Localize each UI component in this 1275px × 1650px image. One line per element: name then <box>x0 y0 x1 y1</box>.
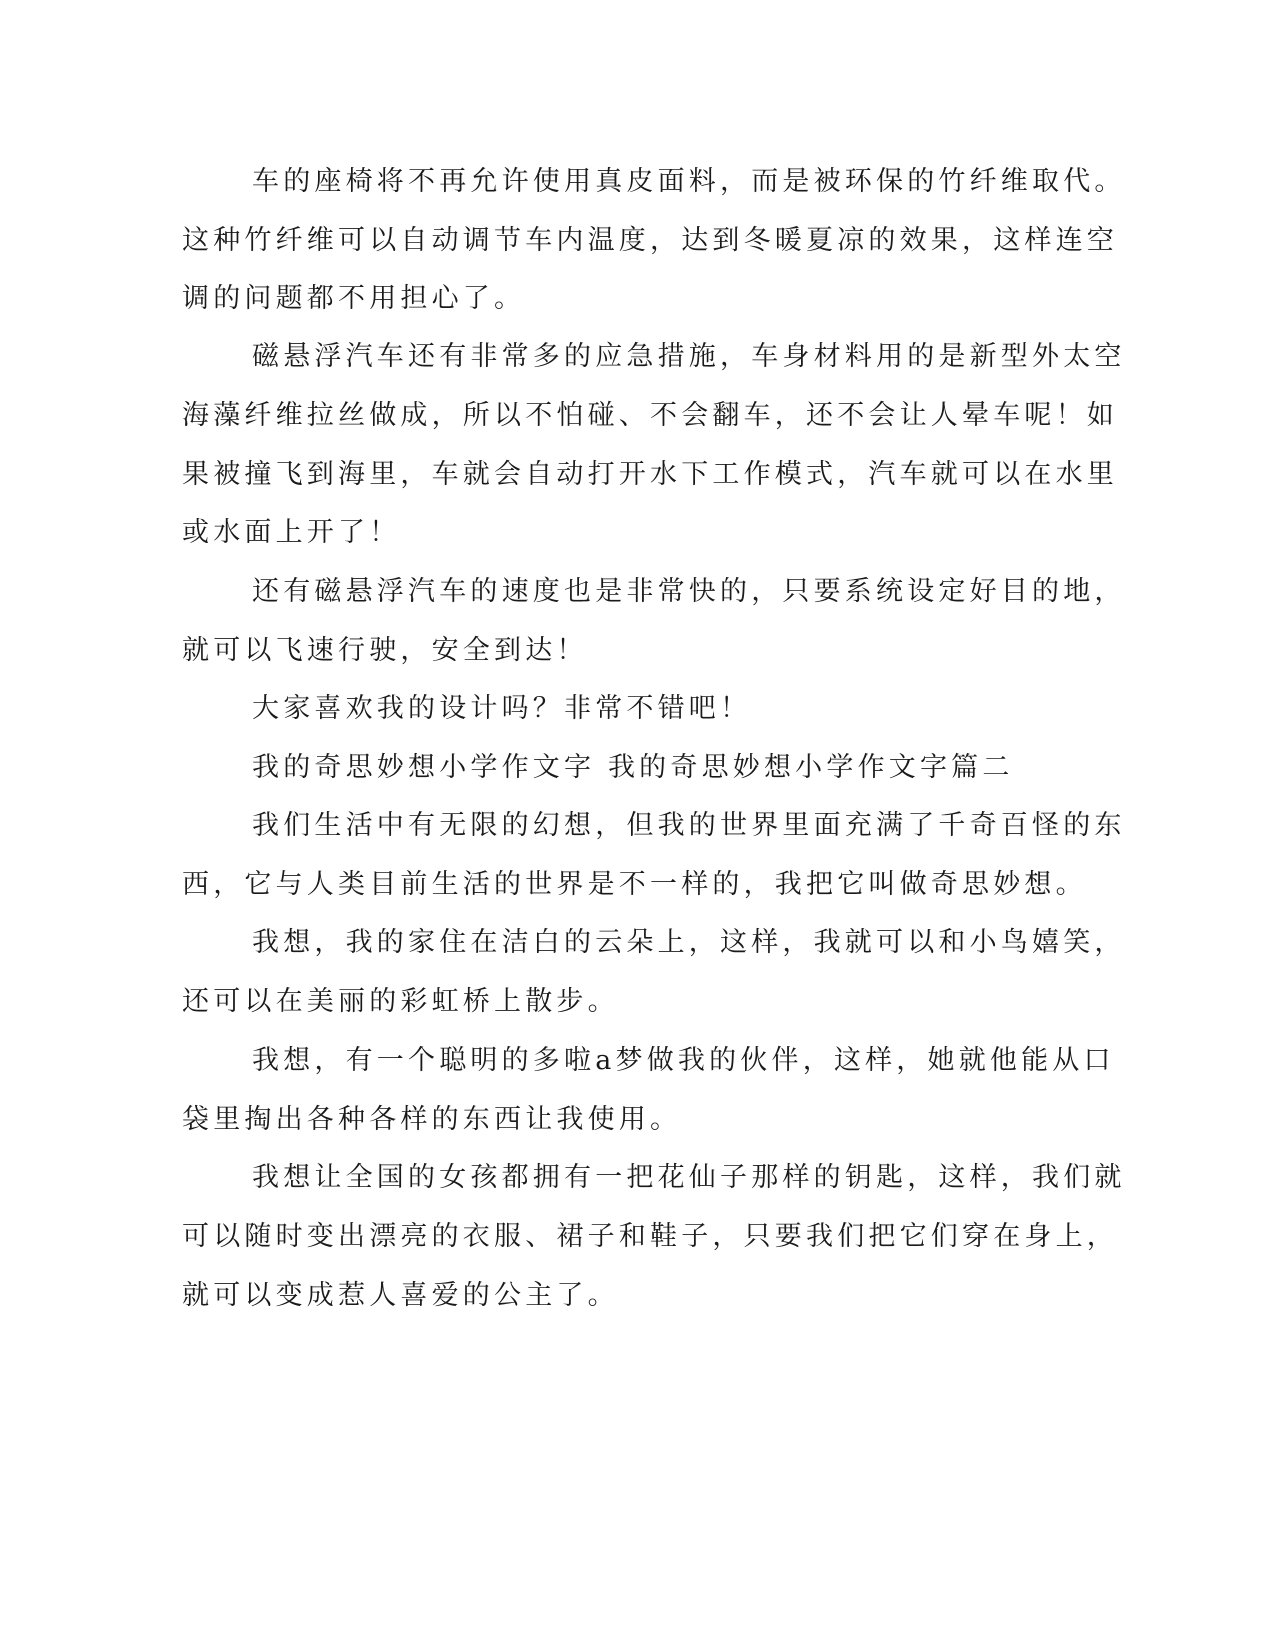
text-line: 我想让全国的女孩都拥有一把花仙子那样的钥匙，这样，我们就 <box>252 1162 1126 1193</box>
text-line: 袋里掏出各种各样的东西让我使用。 <box>182 1104 682 1135</box>
text-line: 这种竹纤维可以自动调节车内温度，达到冬暖夏凉的效果，这样连空 <box>182 225 1118 256</box>
text-line: 还有磁悬浮汽车的速度也是非常快的，只要系统设定好目的地， <box>252 576 1126 607</box>
text-line: 车的座椅将不再允许使用真皮面料，而是被环保的竹纤维取代。 <box>252 166 1126 197</box>
text-line: 海藻纤维拉丝做成，所以不怕碰、不会翻车，还不会让人晕车呢！如 <box>182 400 1118 431</box>
text-line: 大家喜欢我的设计吗？非常不错吧！ <box>252 693 752 724</box>
section-heading: 我的奇思妙想小学作文字 我的奇思妙想小学作文字篇二 <box>252 752 1014 783</box>
text-line: 还可以在美丽的彩虹桥上散步。 <box>182 986 619 1017</box>
text-line: 就可以变成惹人喜爱的公主了。 <box>182 1280 619 1311</box>
text-line: 我想，有一个聪明的多啦a梦做我的伙伴，这样，她就他能从口 <box>252 1045 1115 1076</box>
text-line: 果被撞飞到海里，车就会自动打开水下工作模式，汽车就可以在水里 <box>182 459 1118 490</box>
text-line: 磁悬浮汽车还有非常多的应急措施，车身材料用的是新型外太空 <box>252 341 1126 372</box>
text-line: 可以随时变出漂亮的衣服、裙子和鞋子，只要我们把它们穿在身上， <box>182 1221 1118 1252</box>
text-line: 我想，我的家住在洁白的云朵上，这样，我就可以和小鸟嬉笑， <box>252 927 1126 958</box>
text-line: 西，它与人类目前生活的世界是不一样的，我把它叫做奇思妙想。 <box>182 869 1087 900</box>
text-line: 或水面上开了！ <box>182 517 401 548</box>
text-line: 调的问题都不用担心了。 <box>182 283 526 314</box>
text-line: 就可以飞速行驶，安全到达！ <box>182 635 588 666</box>
text-line: 我们生活中有无限的幻想，但我的世界里面充满了千奇百怪的东 <box>252 810 1126 841</box>
